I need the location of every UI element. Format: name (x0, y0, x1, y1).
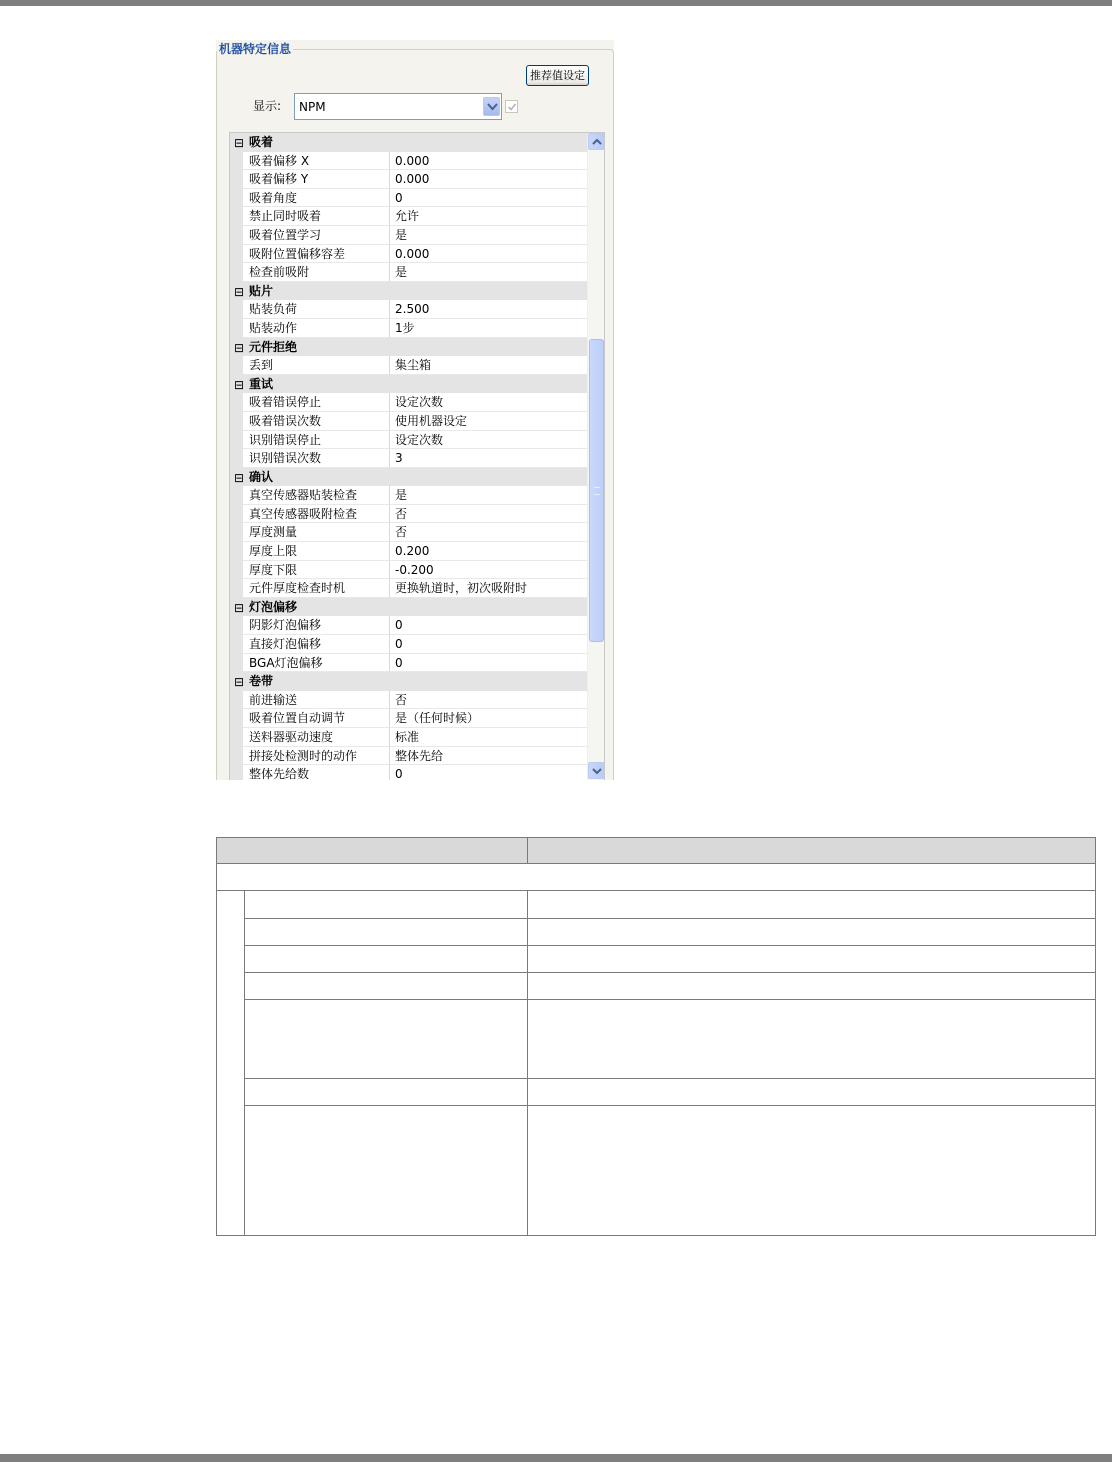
table-column-divider (527, 891, 528, 1236)
property-row[interactable] (230, 170, 588, 189)
collapse-toggle-icon[interactable]: ⊟ (234, 136, 245, 150)
property-value[interactable]: 0.000 (390, 152, 588, 171)
row-gutter (230, 300, 243, 319)
property-value[interactable]: 1步 (390, 319, 588, 338)
property-row[interactable] (230, 486, 588, 505)
table-row-divider (244, 1105, 1095, 1106)
property-value[interactable]: 是 (390, 226, 588, 245)
display-label: 显示: (253, 99, 282, 113)
page-top-rule (0, 0, 1112, 6)
page-bottom-rule (0, 1454, 1112, 1462)
property-row[interactable] (230, 691, 588, 710)
chevron-down-icon (487, 103, 498, 111)
property-value[interactable]: 0.000 (390, 245, 588, 264)
chevron-up-icon (592, 138, 602, 146)
description-table (216, 837, 1096, 1236)
property-value[interactable]: -0.200 (390, 561, 588, 580)
property-name: 厚度下限 (243, 561, 390, 580)
vertical-scrollbar[interactable] (587, 133, 604, 780)
dropdown-button[interactable] (483, 97, 500, 116)
property-name: 检查前吸附 (243, 263, 390, 282)
property-name: 丢到 (243, 356, 390, 375)
property-value[interactable]: 整体先给 (390, 747, 588, 766)
property-name: 吸着错误次数 (243, 412, 390, 431)
row-gutter (230, 207, 243, 226)
property-name: 吸着角度 (243, 189, 390, 208)
table-row-divider (244, 972, 1095, 973)
scroll-up-button[interactable] (588, 133, 605, 150)
property-name: 前进输送 (243, 691, 390, 710)
property-row[interactable] (230, 765, 588, 780)
property-name: 贴装动作 (243, 319, 390, 338)
row-gutter (230, 486, 243, 505)
property-row[interactable] (230, 449, 588, 468)
category-label: 吸着 (249, 135, 274, 149)
property-value[interactable]: 2.500 (390, 300, 588, 319)
header-column-divider (527, 838, 528, 864)
category-row[interactable] (230, 338, 588, 357)
table-row-divider (244, 999, 1095, 1000)
property-name: 厚度上限 (243, 542, 390, 561)
row-gutter (230, 245, 243, 264)
property-row[interactable] (230, 245, 588, 264)
table-row-divider (244, 945, 1095, 946)
property-value[interactable]: 0 (390, 654, 588, 673)
row-gutter (230, 170, 243, 189)
collapse-toggle-icon[interactable]: ⊟ (234, 340, 245, 355)
property-row[interactable] (230, 709, 588, 728)
property-name: 阴影灯泡偏移 (243, 616, 390, 635)
property-name: 吸着位置自动调节 (243, 709, 390, 728)
property-name: 真空传感器贴装检查 (243, 486, 390, 505)
row-gutter (230, 319, 243, 338)
scroll-thumb[interactable] (589, 339, 604, 642)
property-value[interactable]: 是（任何时候） (390, 709, 588, 728)
property-row[interactable] (230, 505, 588, 524)
category-label: 元件拒绝 (249, 339, 298, 354)
display-checkbox[interactable] (505, 100, 518, 113)
table-indent-rule (244, 891, 245, 1236)
property-name: 吸附位置偏移容差 (243, 245, 390, 264)
property-row[interactable] (230, 561, 588, 580)
property-value[interactable]: 标准 (390, 728, 588, 747)
category-label: 灯泡偏移 (249, 599, 298, 614)
property-name: 吸着偏移 Y (243, 170, 390, 189)
property-value[interactable]: 使用机器设定 (390, 412, 588, 431)
property-row[interactable] (230, 616, 588, 635)
property-row[interactable] (230, 542, 588, 561)
category-row[interactable] (230, 282, 588, 301)
row-gutter (230, 728, 243, 747)
property-name: 整体先给数 (243, 765, 390, 780)
property-value[interactable]: 0 (390, 765, 588, 780)
row-gutter (230, 635, 243, 654)
property-value[interactable]: 0 (390, 616, 588, 635)
property-value[interactable]: 更换轨道时，初次吸附时 (390, 579, 588, 598)
table-row-divider (244, 918, 1095, 919)
property-name: 元件厚度检查时机 (243, 579, 390, 598)
property-row[interactable] (230, 523, 588, 542)
property-value[interactable]: 允许 (390, 207, 588, 226)
property-row[interactable] (230, 728, 588, 747)
property-value[interactable]: 设定次数 (390, 431, 588, 450)
row-gutter (230, 765, 243, 780)
property-name: 送料器驱动速度 (243, 728, 390, 747)
scroll-down-button[interactable] (588, 762, 605, 779)
collapse-toggle-icon[interactable]: ⊟ (234, 675, 245, 690)
property-row[interactable] (230, 319, 588, 338)
property-value[interactable]: 0.000 (390, 170, 588, 189)
property-row[interactable] (230, 207, 588, 226)
property-value[interactable]: 集尘箱 (390, 356, 588, 375)
row-gutter (230, 654, 243, 673)
property-value[interactable]: 0 (390, 635, 588, 654)
row-gutter (230, 226, 243, 245)
property-name: 识别错误停止 (243, 431, 390, 450)
row-gutter (230, 449, 243, 468)
property-name: 吸着偏移 X (243, 152, 390, 171)
category-row[interactable] (230, 375, 588, 394)
row-gutter (230, 393, 243, 412)
row-gutter (230, 152, 243, 171)
row-gutter (230, 747, 243, 766)
property-name: 贴装负荷 (243, 300, 390, 319)
property-grid (229, 132, 605, 780)
property-row[interactable] (230, 654, 588, 673)
property-row[interactable] (230, 393, 588, 412)
checkmark-icon (507, 102, 517, 112)
chevron-down-icon (592, 767, 602, 775)
property-value[interactable]: 设定次数 (390, 393, 588, 412)
property-name: 吸着错误停止 (243, 393, 390, 412)
property-value[interactable]: 是 (390, 263, 588, 282)
row-gutter (230, 691, 243, 710)
scroll-grip-icon (594, 487, 600, 495)
category-row[interactable] (230, 672, 588, 691)
property-grid-rows (230, 133, 588, 780)
row-gutter (230, 263, 243, 282)
property-row[interactable] (230, 747, 588, 766)
row-gutter (230, 356, 243, 375)
property-row[interactable] (230, 300, 588, 319)
collapse-toggle-icon[interactable]: ⊟ (234, 600, 245, 615)
property-value[interactable]: 是 (390, 486, 588, 505)
property-row[interactable] (230, 412, 588, 431)
category-row[interactable] (230, 133, 588, 152)
property-value[interactable]: 0 (390, 189, 588, 208)
row-gutter (230, 189, 243, 208)
row-gutter (230, 616, 243, 635)
display-select-value: NPM (299, 100, 326, 114)
row-gutter (230, 523, 243, 542)
display-select[interactable] (294, 93, 502, 120)
property-value[interactable]: 3 (390, 449, 588, 468)
property-name: 禁止同时吸着 (243, 207, 390, 226)
row-gutter (230, 709, 243, 728)
property-value[interactable]: 否 (390, 523, 588, 542)
property-row[interactable] (230, 635, 588, 654)
property-row[interactable] (230, 189, 588, 208)
row-gutter (230, 542, 243, 561)
row-gutter (230, 561, 243, 580)
property-name: 直接灯泡偏移 (243, 635, 390, 654)
row-gutter (230, 505, 243, 524)
machine-specific-info-panel (216, 40, 614, 780)
row-gutter (230, 579, 243, 598)
property-row[interactable] (230, 356, 588, 375)
category-label: 确认 (249, 469, 274, 484)
property-name: 拼接处检测时的动作 (243, 747, 390, 766)
property-row[interactable] (230, 152, 588, 171)
property-value[interactable]: 否 (390, 691, 588, 710)
collapse-toggle-icon[interactable]: ⊟ (234, 470, 245, 485)
category-label: 卷带 (249, 674, 274, 689)
property-row[interactable] (230, 431, 588, 450)
recommend-value-button[interactable]: 推荐值设定 (526, 65, 589, 86)
property-name: 真空传感器吸附检查 (243, 505, 390, 524)
property-row[interactable] (230, 579, 588, 598)
row-gutter (230, 412, 243, 431)
table-row-divider (244, 1078, 1095, 1079)
row-gutter (230, 431, 243, 450)
property-value[interactable]: 0.200 (390, 542, 588, 561)
category-row[interactable] (230, 598, 588, 617)
property-value[interactable]: 否 (390, 505, 588, 524)
group-box-title: 机器特定信息 (219, 42, 292, 56)
category-row[interactable] (230, 468, 588, 487)
category-label: 贴片 (249, 283, 274, 298)
property-name: 厚度测量 (243, 523, 390, 542)
collapse-toggle-icon[interactable]: ⊟ (234, 284, 245, 299)
property-name: 识别错误次数 (243, 449, 390, 468)
collapse-toggle-icon[interactable]: ⊟ (234, 377, 245, 392)
property-name: 吸着位置学习 (243, 226, 390, 245)
table-header-row (217, 838, 1095, 864)
property-name: BGA灯泡偏移 (243, 654, 390, 673)
property-row[interactable] (230, 226, 588, 245)
table-section-row (217, 864, 1095, 891)
category-label: 重试 (249, 376, 274, 391)
property-row[interactable] (230, 263, 588, 282)
